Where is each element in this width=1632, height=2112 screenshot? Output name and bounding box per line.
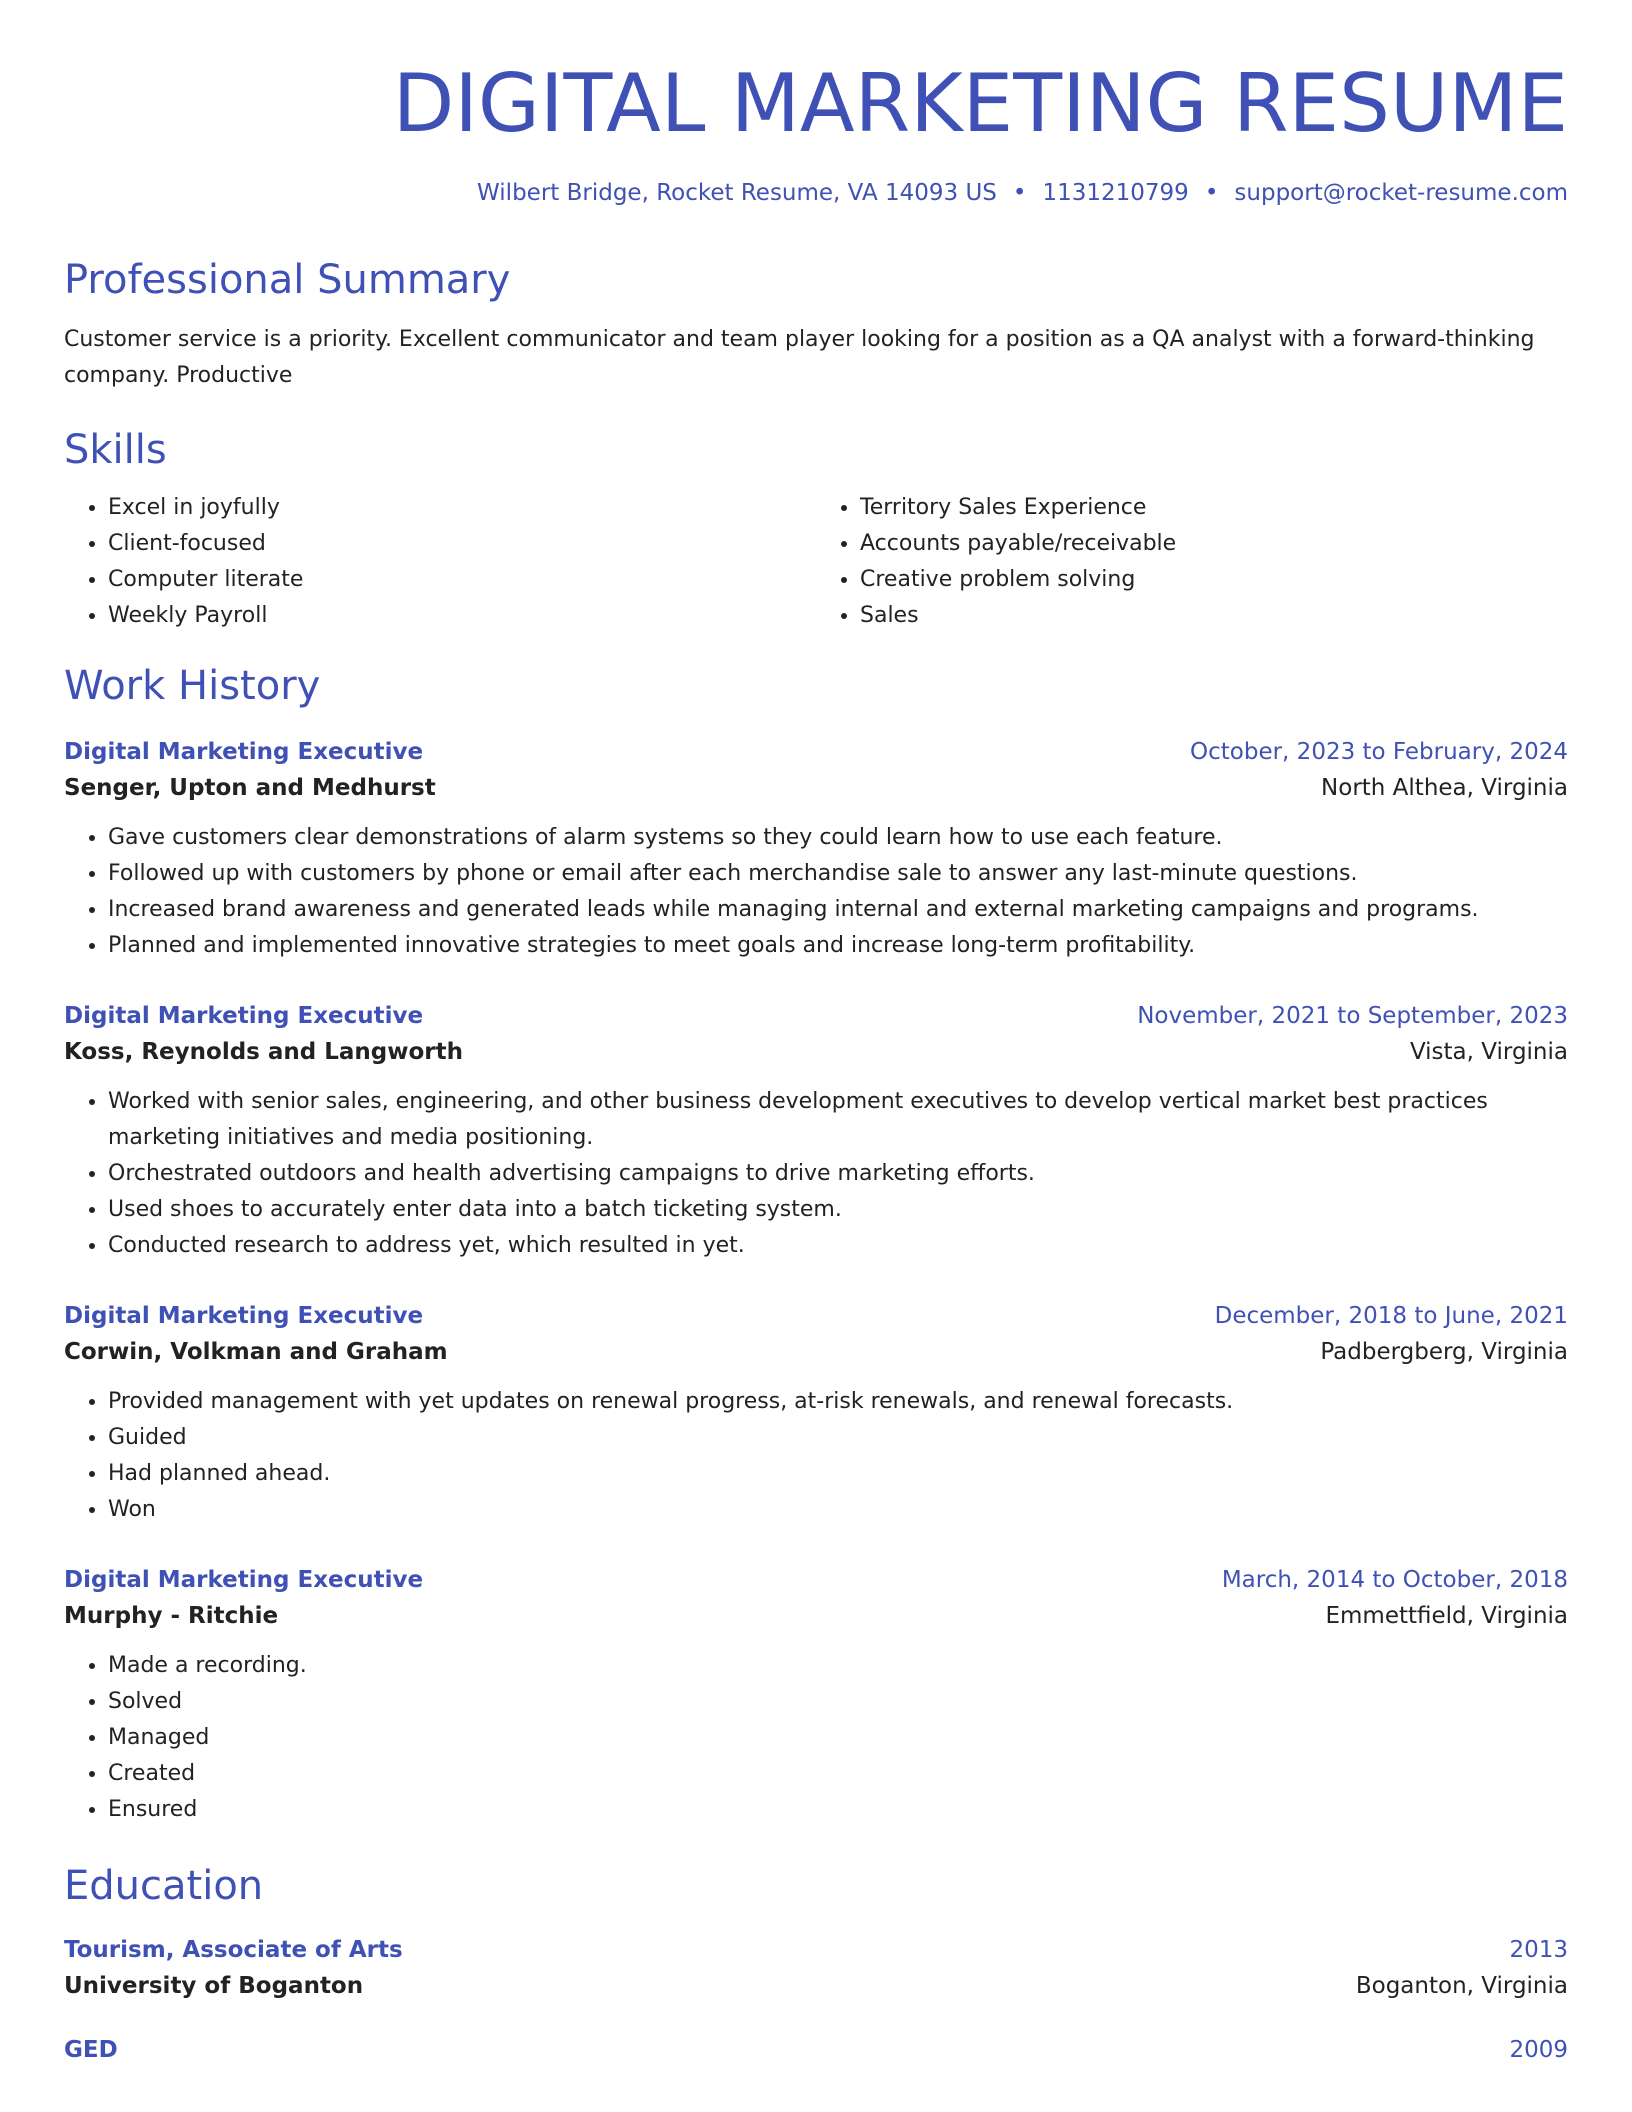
graduation-year: 2013 (1509, 1936, 1568, 1963)
phone: 1131210799 (1042, 180, 1189, 206)
job-company: Senger, Upton and Medhurst (64, 774, 436, 801)
graduation-year: 2009 (1509, 2036, 1568, 2063)
job-entry (64, 1298, 1568, 1528)
job-bullet: • Increased brand awareness and generated leads while managing internal and external marketing campaigns and programs. (108, 892, 1568, 928)
job-role: Digital Marketing Executive (64, 1002, 424, 1029)
school-location: Boganton, Virginia (1355, 1972, 1568, 1999)
skill-item: • Accounts payable/receivable (860, 526, 1568, 562)
job-bullet: • Ensured (108, 1792, 1568, 1828)
job-bullets (64, 1084, 1568, 1264)
job-company: Murphy - Ritchie (64, 1602, 279, 1629)
job-bullets (64, 820, 1568, 964)
skill-item: • Sales (860, 598, 1568, 634)
skill-item: • Computer literate (108, 562, 816, 598)
education-entry (64, 1932, 1568, 2004)
degree: Tourism, Associate of Arts (64, 1936, 403, 1963)
job-bullet: • Won (108, 1492, 1568, 1528)
job-dates: November, 2021 to September, 2023 (1137, 1002, 1568, 1029)
job-bullets (64, 1648, 1568, 1828)
job-role: Digital Marketing Executive (64, 1566, 424, 1593)
job-company: Koss, Reynolds and Langworth (64, 1038, 464, 1065)
skills-heading: Skills (64, 426, 167, 473)
job-dates: December, 2018 to June, 2021 (1214, 1302, 1568, 1329)
job-company: Corwin, Volkman and Graham (64, 1338, 448, 1365)
job-bullet: • Provided management with yet updates on renewal progress, at-risk renewals, and renewal forecasts. (108, 1384, 1568, 1420)
degree: GED (64, 2036, 118, 2063)
job-bullet: • Followed up with customers by phone or email after each merchandise sale to answer any last-minute questions. (108, 856, 1568, 892)
resume-page (0, 57, 1632, 2112)
school-name: University of Boganton (64, 1972, 364, 1999)
skills-list-right (816, 490, 1568, 634)
job-bullet: • Had planned ahead. (108, 1456, 1568, 1492)
skill-item: • Excel in joyfully (108, 490, 816, 526)
job-role: Digital Marketing Executive (64, 1302, 424, 1329)
resume-title: DIGITAL MARKETING RESUME (392, 57, 1568, 150)
job-bullet: • Created (108, 1756, 1568, 1792)
job-bullet: • Guided (108, 1420, 1568, 1456)
job-bullet: • Conducted research to address yet, which resulted in yet. (108, 1228, 1568, 1264)
job-dates: March, 2014 to October, 2018 (1221, 1566, 1568, 1593)
job-location: Emmettfield, Virginia (1325, 1602, 1568, 1629)
skills-grid (64, 490, 1568, 634)
job-bullet: • Planned and implemented innovative strategies to meet goals and increase long-term profitability. (108, 928, 1568, 964)
address: Wilbert Bridge, Rocket Resume, VA 14093 US (477, 180, 997, 206)
job-location: North Althea, Virginia (1321, 774, 1568, 801)
summary-text: Customer service is a priority. Excellent communicator and team player looking for a position as a QA analyst with a forward-thinking company. Productive (64, 326, 1535, 388)
job-location: Padbergberg, Virginia (1320, 1338, 1568, 1365)
job-bullets (64, 1384, 1568, 1528)
job-bullet: • Made a recording. (108, 1648, 1568, 1684)
job-bullet: • Orchestrated outdoors and health advertising campaigns to drive marketing efforts. (108, 1156, 1568, 1192)
job-bullet: • Used shoes to accurately enter data into a batch ticketing system. (108, 1192, 1568, 1228)
job-bullet: • Managed (108, 1720, 1568, 1756)
separator: • (1204, 180, 1219, 206)
contact-line (64, 180, 1568, 208)
skill-item: • Client-focused (108, 526, 816, 562)
work-history-heading: Work History (64, 662, 321, 709)
email-link[interactable]: support@rocket-resume.com (1234, 180, 1568, 206)
job-dates: October, 2023 to February, 2024 (1190, 738, 1568, 765)
job-bullet: • Solved (108, 1684, 1568, 1720)
skills-list-left (64, 490, 816, 634)
skill-item: • Creative problem solving (860, 562, 1568, 598)
summary-heading: Professional Summary (64, 256, 511, 303)
job-entry (64, 998, 1568, 1264)
job-location: Vista, Virginia (1409, 1038, 1568, 1065)
skill-item: • Territory Sales Experience (860, 490, 1568, 526)
skill-item: • Weekly Payroll (108, 598, 816, 634)
separator: • (1012, 180, 1027, 206)
job-bullet: • Gave customers clear demonstrations of alarm systems so they could learn how to use each feature. (108, 820, 1568, 856)
education-heading: Education (64, 1862, 264, 1909)
job-entry (64, 1562, 1568, 1828)
job-bullet: • Worked with senior sales, engineering, and other business development executives to develop vertical market best practices marketing initiatives and media positioning. (108, 1084, 1568, 1156)
job-role: Digital Marketing Executive (64, 738, 424, 765)
job-entry (64, 734, 1568, 964)
education-entry (64, 2032, 1568, 2068)
